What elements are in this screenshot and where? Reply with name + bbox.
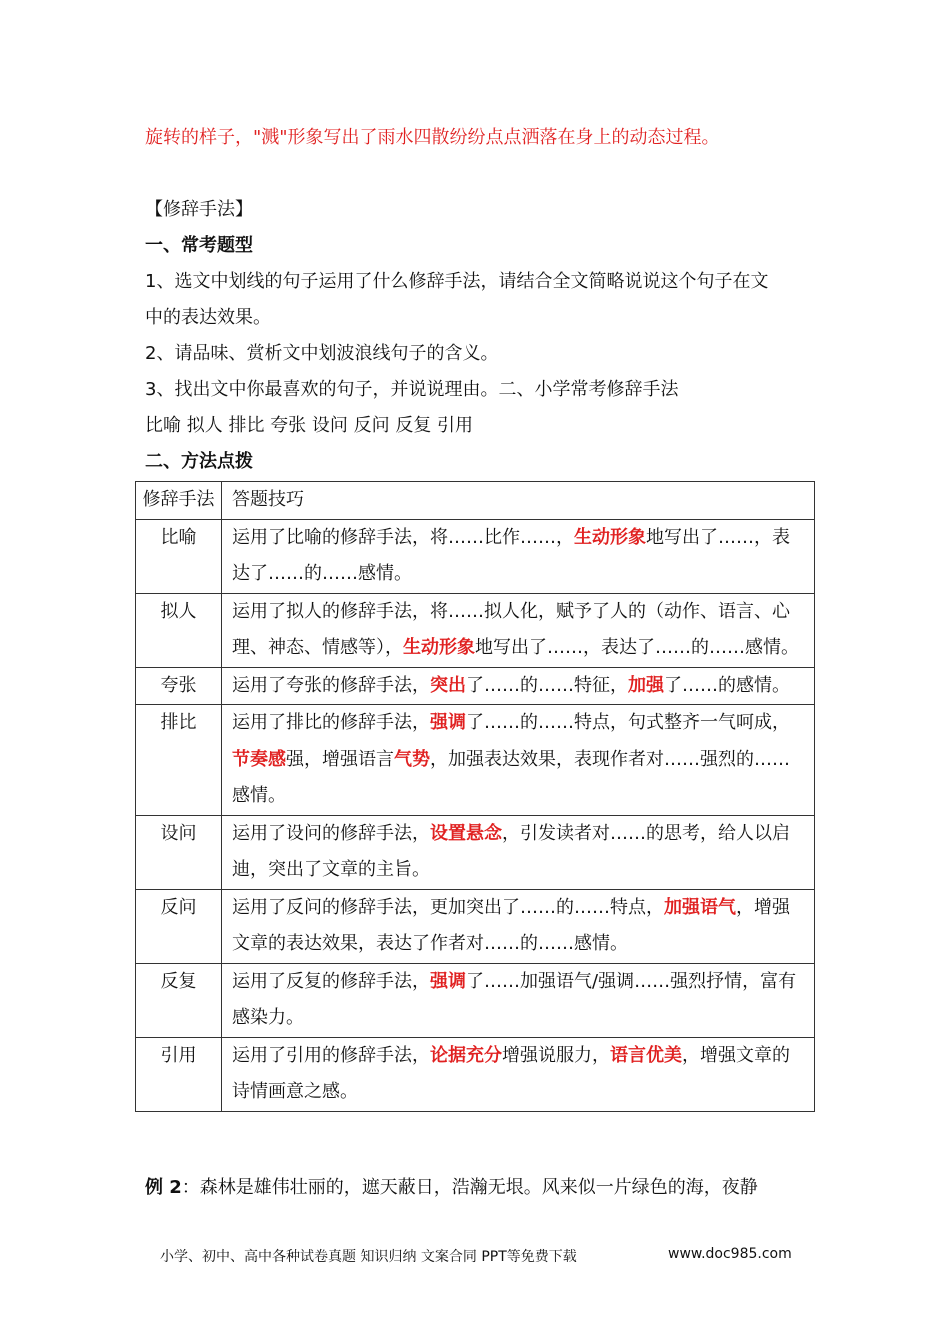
footer-promo-text: 小学、初中、高中各种试卷真题 知识归纳 文案合同 PPT等免费下载 (160, 1249, 577, 1265)
table-row (136, 963, 815, 1037)
section-title: 【修辞手法】 (145, 199, 253, 220)
example-text: ：森林是雄伟壮丽的，遮天蔽日，浩瀚无垠。风来似一片绿色的海，夜静 (181, 1177, 758, 1198)
example-label: 例 2 (145, 1177, 182, 1198)
device-technique: 运用了比喻的修辞手法，将……比作……，生动形象地写出了……，表达了……的……感情。 (222, 519, 815, 593)
device-name: 设问 (136, 815, 222, 889)
device-name: 反复 (136, 963, 222, 1037)
device-technique: 运用了排比的修辞手法，强调了……的……特点，句式整齐一气呵成，节奏感强，增强语言气势，加强表达效果，表现作者对……强烈的……感情。 (222, 705, 815, 816)
device-name: 拟人 (136, 593, 222, 667)
rhetoric-devices-list: 比喻 拟人 排比 夸张 设问 反问 反复 引用 (145, 415, 474, 436)
table-row (136, 815, 815, 889)
device-name: 夸张 (136, 667, 222, 705)
device-technique: 运用了引用的修辞手法，论据充分增强说服力，语言优美，增强文章的诗情画意之感。 (222, 1037, 815, 1111)
question-2: 2、请品味、赏析文中划波浪线句子的含义。 (145, 343, 499, 364)
table-header-row (136, 482, 815, 520)
heading-method-tips: 二、方法点拨 (145, 451, 253, 472)
top-line: 旋转的样子，"溅"形象写出了雨水四散纷纷点点洒落在身上的动态过程。 (145, 127, 720, 148)
device-technique: 运用了反问的修辞手法，更加突出了……的……特点，加强语气，增强文章的表达效果，表达了作者对……的……感情。 (222, 889, 815, 963)
question-1-line-2: 中的表达效果。 (145, 307, 271, 328)
table-header-device: 修辞手法 (136, 482, 222, 520)
table-row (136, 705, 815, 816)
question-3: 3、找出文中你最喜欢的句子，并说说理由。二、小学常考修辞手法 (145, 379, 679, 400)
footer-website-link[interactable]: www.doc985.com (668, 1246, 792, 1262)
device-technique: 运用了夸张的修辞手法，突出了……的……特征，加强了……的感情。 (222, 667, 815, 705)
device-technique: 运用了拟人的修辞手法，将……拟人化，赋予了人的（动作、语言、心理、神态、情感等），生动形象地写出了……，表达了……的……感情。 (222, 593, 815, 667)
table-row (136, 667, 815, 705)
device-name: 比喻 (136, 519, 222, 593)
rhetoric-table (135, 481, 815, 1112)
table-row (136, 593, 815, 667)
table-row (136, 1037, 815, 1111)
device-technique: 运用了反复的修辞手法，强调了……加强语气/强调……强烈抒情，富有感染力。 (222, 963, 815, 1037)
device-name: 反问 (136, 889, 222, 963)
example-2 (145, 1175, 758, 1201)
device-name: 引用 (136, 1037, 222, 1111)
device-technique: 运用了设问的修辞手法，设置悬念，引发读者对……的思考，给人以启迪，突出了文章的主旨。 (222, 815, 815, 889)
table-row (136, 519, 815, 593)
question-1-line-1: 1、选文中划线的句子运用了什么修辞手法，请结合全文简略说说这个句子在文 (145, 271, 769, 292)
device-name: 排比 (136, 705, 222, 816)
table-header-technique: 答题技巧 (222, 482, 815, 520)
heading-common-question-types: 一、常考题型 (145, 235, 253, 256)
table-row (136, 889, 815, 963)
